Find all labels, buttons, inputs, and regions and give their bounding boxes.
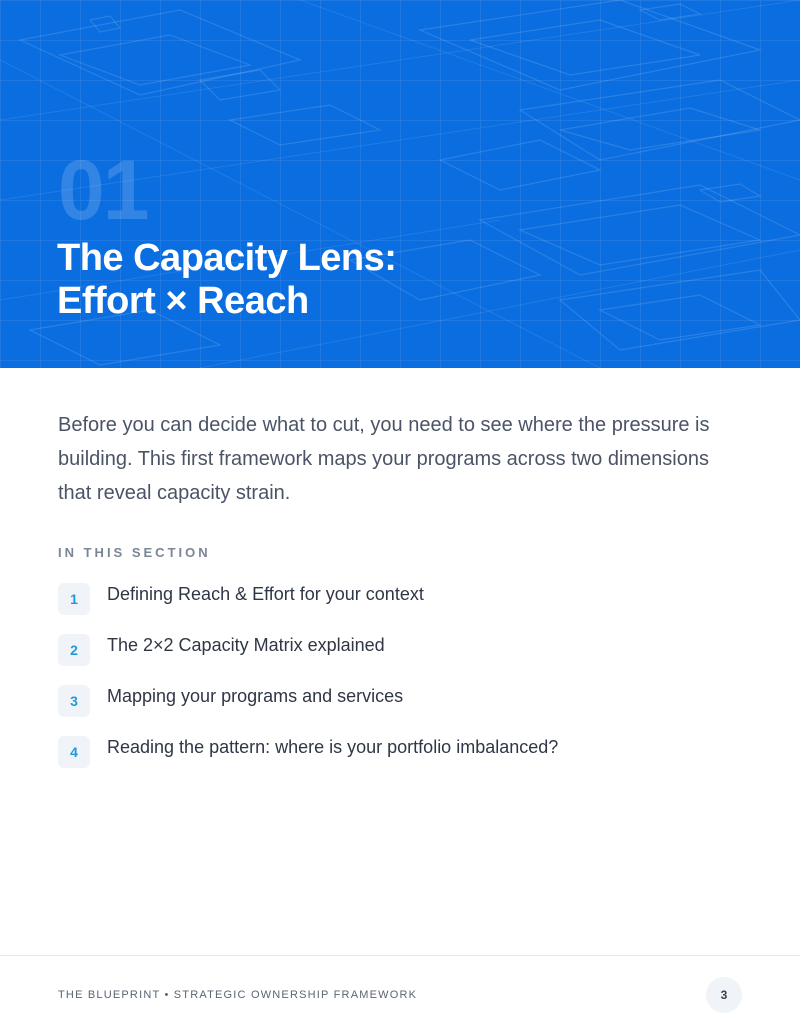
title-line-1: The Capacity Lens: [57, 237, 397, 279]
hero-banner [0, 0, 800, 368]
item-text: The 2×2 Capacity Matrix explained [107, 635, 385, 655]
footer-text: THE BLUEPRINT • STRATEGIC OWNERSHIP FRAMEWORK [58, 989, 418, 1001]
title-line-2: Effort × Reach [57, 280, 309, 322]
page-number-badge: 3 [706, 977, 742, 1013]
section-label: IN THIS SECTION [58, 545, 211, 560]
item-number-badge: 2 [58, 634, 90, 666]
item-text: Mapping your programs and services [107, 686, 404, 706]
page-title [57, 237, 396, 323]
item-number-badge: 4 [58, 736, 90, 768]
item-number-badge: 3 [58, 685, 90, 717]
item-text: Reading the pattern: where is your portfolio imbalanced? [107, 737, 559, 757]
item-number-badge: 1 [58, 583, 90, 615]
item-text: Defining Reach & Effort for your context [107, 584, 424, 604]
intro-paragraph: Before you can decide what to cut, you need to see where the pressure is building. This first framework maps your programs across two dimensions that reveal capacity strain. [58, 414, 710, 504]
section-number: 01 [58, 143, 148, 237]
footer-divider [0, 955, 800, 956]
